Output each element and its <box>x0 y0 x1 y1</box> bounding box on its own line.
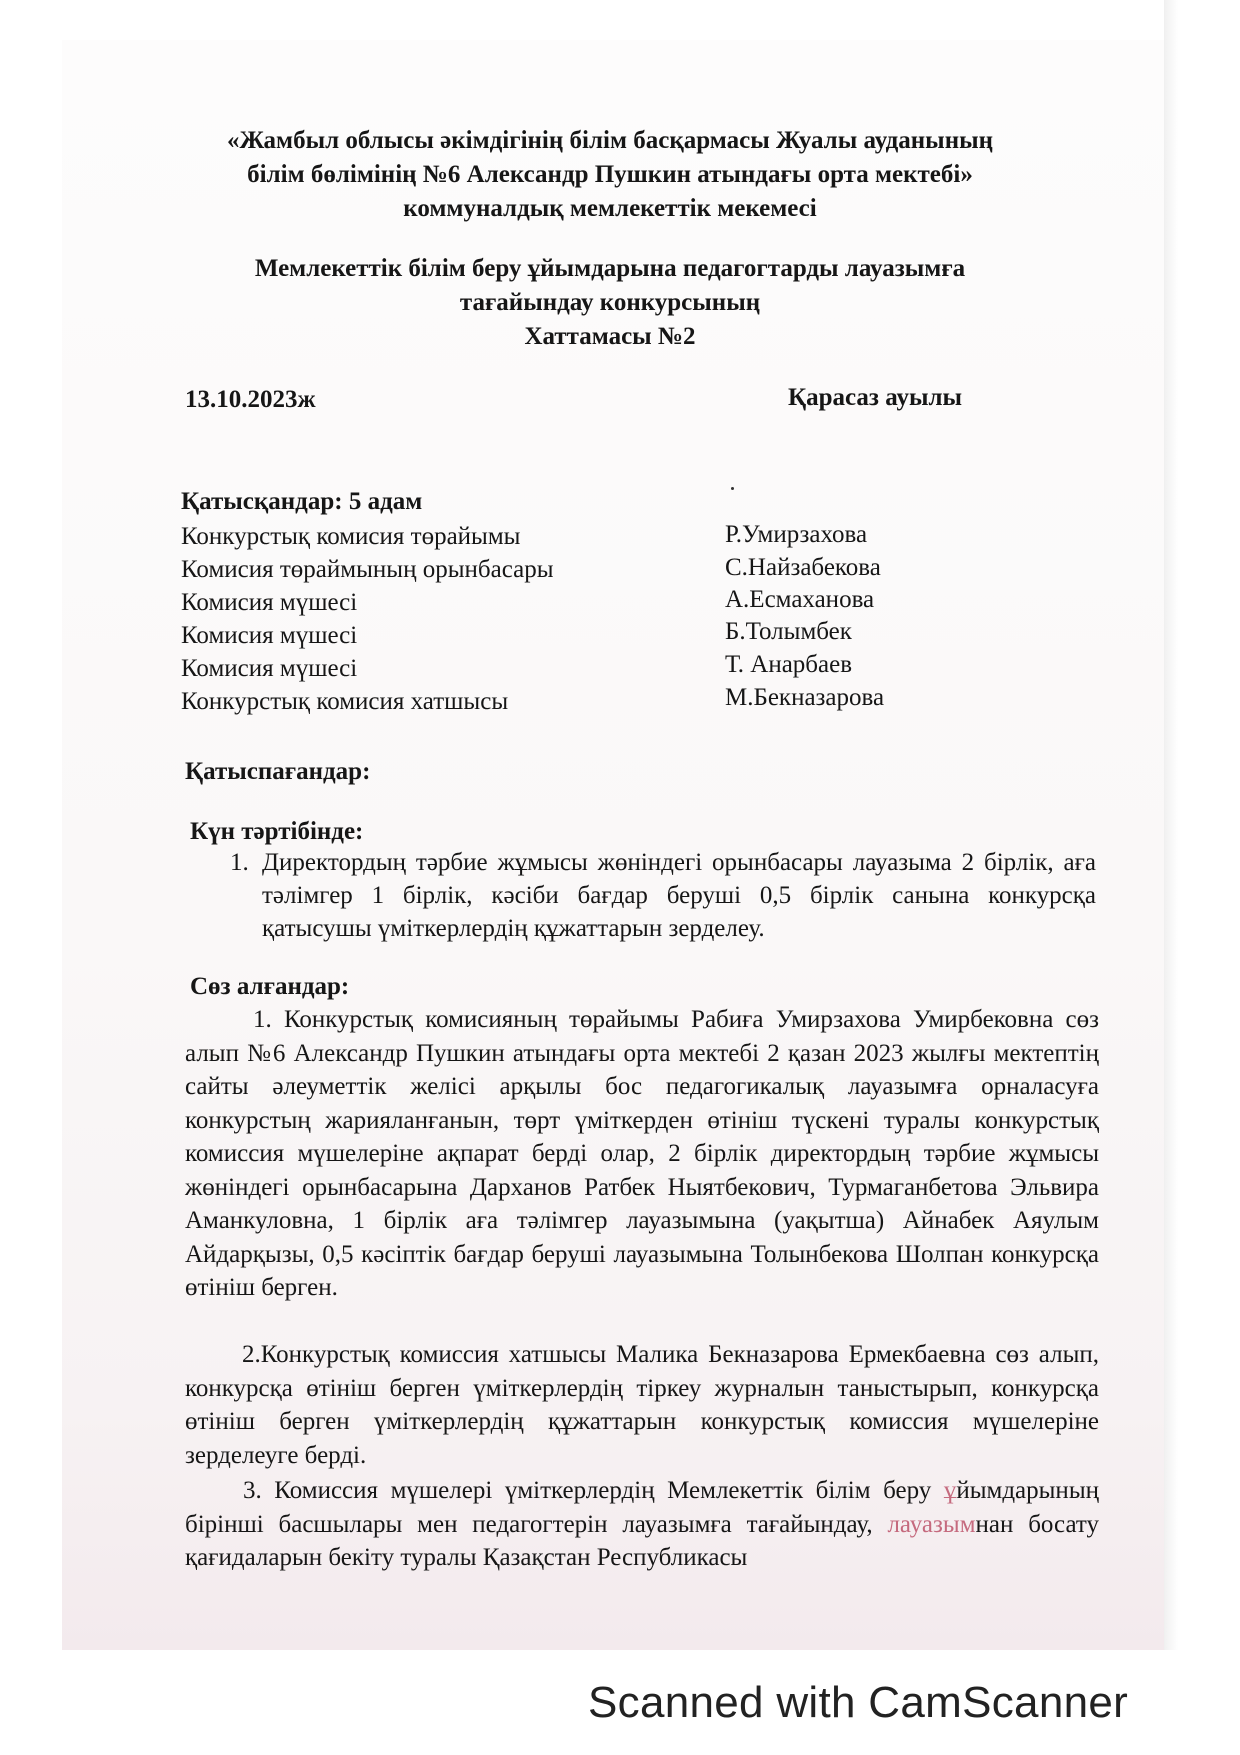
agenda-item-number: 1. <box>230 849 249 876</box>
member-name: Б.Толымбек <box>725 618 852 645</box>
agenda-label: Күн тәртібінде: <box>190 818 364 845</box>
member-role: Конкурстық комисия төрайымы <box>181 523 521 550</box>
speech-paragraph <box>185 1474 1099 1575</box>
header-line: коммуналдық мемлекеттік мекемесі <box>403 195 817 222</box>
member-name: Т. Анарбаев <box>725 651 853 678</box>
camscanner-watermark: Scanned with CamScanner <box>588 1678 1129 1727</box>
member-name: М.Бекназарова <box>725 684 885 711</box>
sheet-edge <box>1164 0 1178 1650</box>
title-line: Мемлекеттік білім беру ұйымдарына педагогтарды лауазымға <box>254 255 966 282</box>
organization-header <box>140 124 1080 226</box>
member-role: Комисия мүшесі <box>181 655 358 682</box>
header-line: «Жамбыл облысы әкімдігінің білім басқармасы Жуалы ауданының <box>226 127 994 154</box>
speakers-label: Сөз алғандар: <box>190 973 350 1000</box>
speech-text: 3. Комиссия мүшелері үміткерлердің Мемлекеттік білім беру <box>243 1477 932 1504</box>
title-line: тағайындау конкурсының <box>459 289 761 316</box>
member-name: А.Есмаханова <box>725 586 875 613</box>
member-role: Комисия төраймының орынбасары <box>181 556 554 583</box>
absent-label: Қатыспағандар: <box>185 758 371 785</box>
member-role: Комисия мүшесі <box>181 589 358 616</box>
speech-paragraph: 1. Конкурстық комисияның төрайымы Рабиға Умирзахова Умирбековна сөз алып №6 Александр Пушкин атындағы орта мектебі 2 қазан 2023 жылғы мектептің сайты әлеуметтік желісі арқылы бос педагогикалық лауазымға орналасуға конкурстың жарияланғанын, төрт үміткерден өтініш түскені туралы конкурстық комиссия мүшелеріне ақпарат берді олар, 2 бірлік директордың тәрбие жұмысы жөніндегі орынбасарына Дарханов Ратбек Ныятбекович, Турмаганбетова Эльвира Аманкуловна, 1 бірлік аға тәлімгер лауазымына (уақытша) Айнабек Аяулым Айдарқызы, 0,5 кәсіптік бағдар беруші лауазымына Толынбекова Шолпан конкурсқа өтініш берген. <box>185 1006 1099 1301</box>
document-title <box>140 252 1080 354</box>
scan-speck <box>731 487 734 490</box>
member-role: Комисия мүшесі <box>181 622 358 649</box>
speech-paragraph: 2.Конкурстық комиссия хатшысы Малика Бекназарова Ермекбаевна сөз алып, конкурсқа өтініш берген үміткерлердің тіркеу журналын таныстырып, конкурсқа өтініш берген үміткерлердің құжаттарын конкурстық комиссия мүшелеріне зерделеуге берді. <box>185 1341 1099 1469</box>
speech-text-faded: лауазым <box>887 1510 976 1538</box>
protocol-number: Хаттамасы №2 <box>524 323 696 350</box>
member-name: Р.Умирзахова <box>725 521 868 548</box>
document-date: 13.10.2023ж <box>185 386 316 413</box>
header-line: білім бөлімінің №6 Александр Пушкин атындағы орта мектебі» <box>247 161 973 188</box>
member-role: Конкурстық комисия хатшысы <box>181 688 509 715</box>
member-name: С.Найзабекова <box>725 554 881 581</box>
participants-count: 5 адам <box>348 488 423 515</box>
speech-text: йымдарының бірінші басшылары мен педагогтерін лауазымға тағайындау, <box>185 1477 1099 1538</box>
agenda-item-text: Директордың тәрбие жұмысы жөніндегі орынбасары лауазыма 2 бірлік, аға тәлімгер 1 бірлік, кәсіби бағдар беруші 0,5 бірлік санына конкурсқа қатысушы үміткерлердің құжаттарын зерделеу. <box>262 849 1096 942</box>
agenda-item <box>230 846 1096 945</box>
participants-label: Қатысқандар: <box>181 488 343 515</box>
document-place: Қарасаз ауылы <box>788 384 963 411</box>
speech-text: нан босату қағидаларын бекіту туралы Қазақстан Республикасы <box>185 1510 1099 1571</box>
participants-heading <box>181 488 422 516</box>
speech-text-faded: ұ <box>943 1477 957 1504</box>
